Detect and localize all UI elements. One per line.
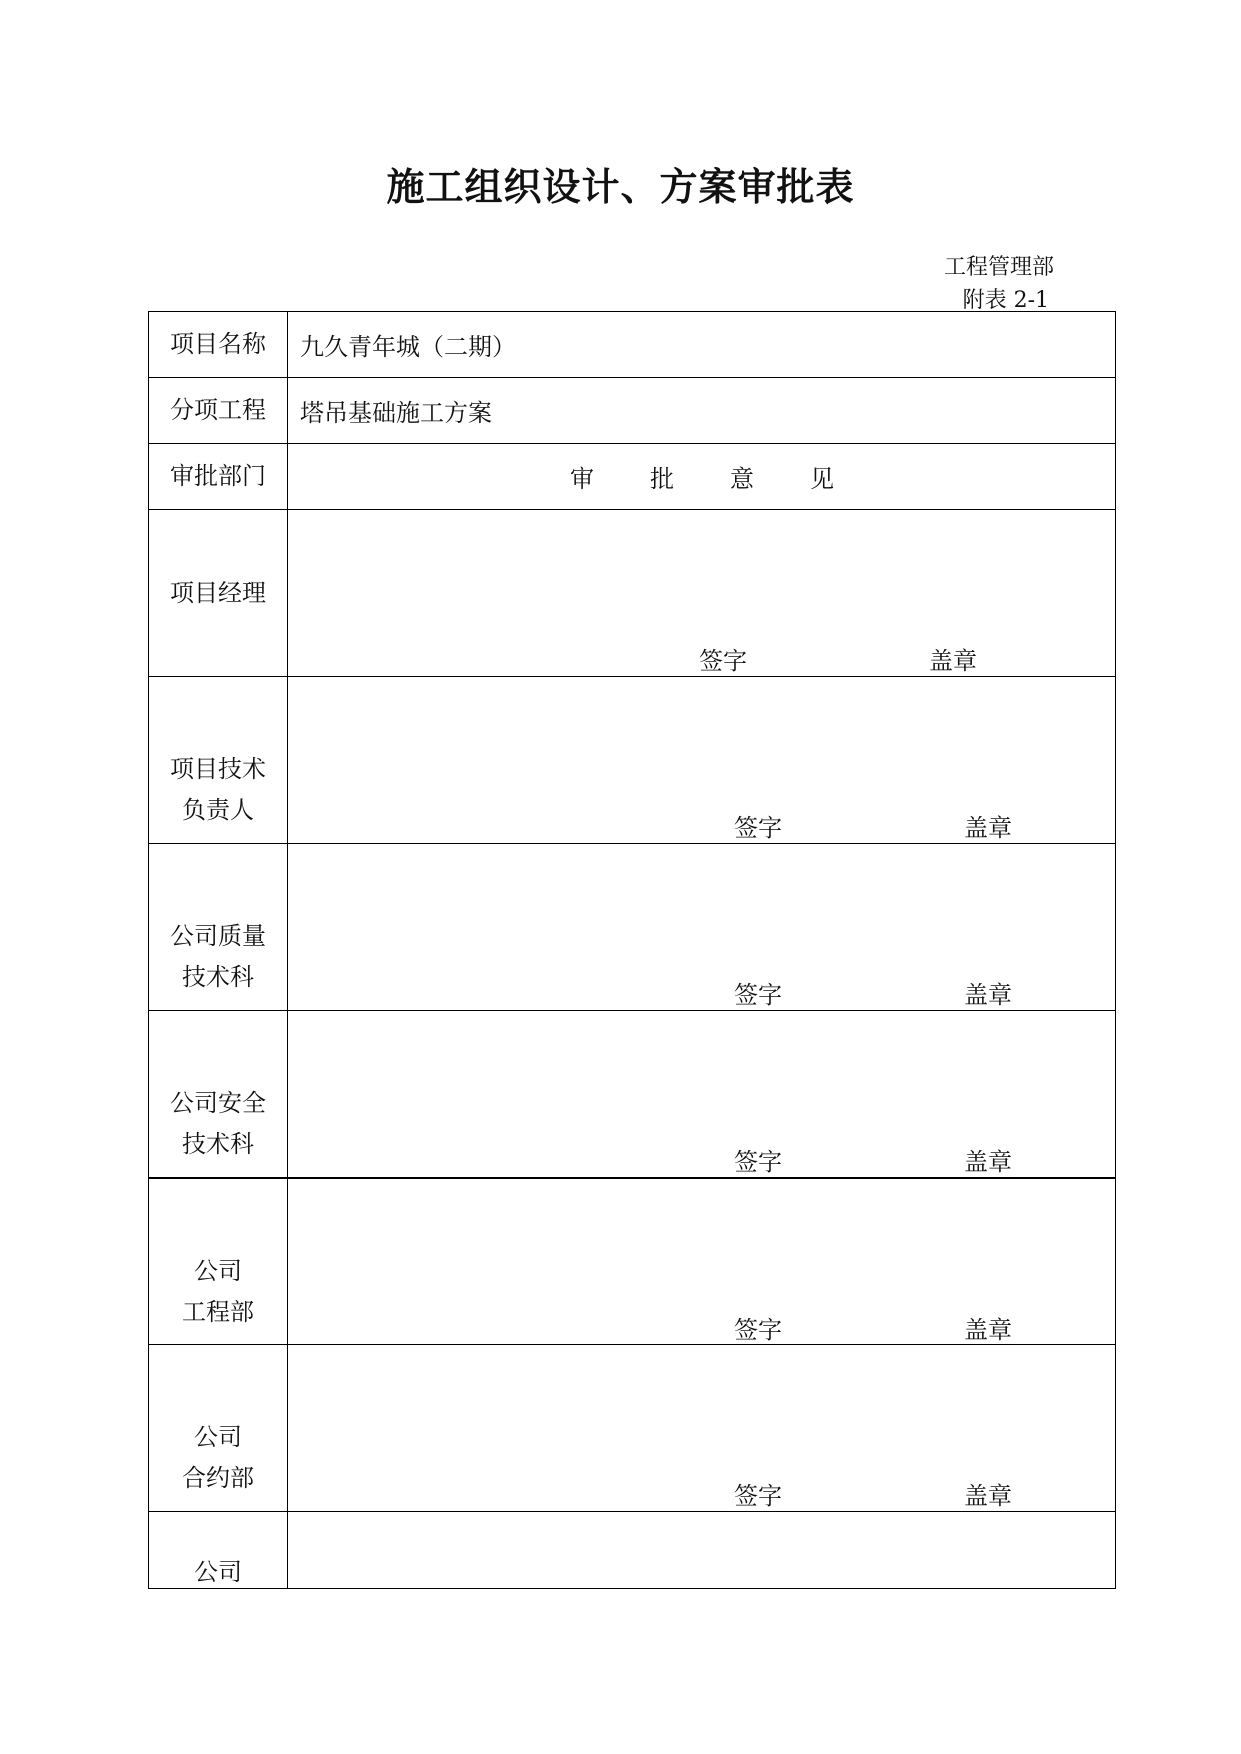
sign-label: 签字: [699, 647, 747, 675]
approver-row-engineering: [149, 1177, 1115, 1344]
approver-label: 公司 工程部: [182, 1257, 254, 1326]
approver-label: 公司 合约部: [182, 1423, 254, 1492]
approver-row-quality-tech: [149, 843, 1115, 1010]
sign-label: 签字: [734, 981, 782, 1009]
approver-label: 项目经理: [170, 578, 266, 607]
form-number: 附表 2-1: [962, 288, 1049, 313]
seal-label: 盖章: [964, 981, 1012, 1009]
approval-opinion-header: [289, 444, 1115, 509]
sign-label: 签字: [734, 1316, 782, 1344]
approver-label: 项目技术 负责人: [170, 755, 266, 824]
approval-form-table: [148, 311, 1116, 1589]
sub-project-row: [149, 377, 1115, 443]
sub-project-label: 分项工程: [170, 396, 266, 424]
seal-label: 盖章: [964, 1148, 1012, 1176]
project-name-label: 项目名称: [170, 330, 266, 358]
opinion-char: 见: [810, 465, 834, 493]
seal-label: 盖章: [964, 814, 1012, 842]
seal-label: 盖章: [964, 1482, 1012, 1510]
approver-row-company: [149, 1511, 1115, 1588]
approver-row-contracts: [149, 1344, 1115, 1511]
project-name-value[interactable]: 九久青年城（二期）: [300, 333, 516, 361]
opinion-char: 批: [650, 465, 674, 493]
approver-label: 公司质量 技术科: [170, 922, 266, 991]
seal-label: 盖章: [964, 1316, 1012, 1344]
approver-row-safety-tech: [149, 1010, 1115, 1177]
approver-label: 公司: [194, 1558, 242, 1586]
sub-project-value[interactable]: 塔吊基础施工方案: [300, 399, 492, 427]
approval-department-header: 审批部门: [170, 462, 266, 490]
approver-row-technical-lead: [149, 676, 1115, 843]
approver-row-project-manager: [149, 509, 1115, 676]
page-title: 施工组织设计、方案审批表: [386, 165, 855, 209]
sign-label: 签字: [734, 1148, 782, 1176]
opinion-char: 审: [570, 465, 594, 493]
opinion-area[interactable]: [289, 1512, 1115, 1588]
seal-label: 盖章: [929, 647, 977, 675]
department-label: 工程管理部: [943, 255, 1054, 280]
project-name-row: [149, 312, 1115, 377]
sign-label: 签字: [734, 1482, 782, 1510]
header-row: [149, 443, 1115, 509]
opinion-char: 意: [730, 465, 754, 493]
sign-label: 签字: [734, 814, 782, 842]
approver-label: 公司安全 技术科: [170, 1089, 266, 1158]
